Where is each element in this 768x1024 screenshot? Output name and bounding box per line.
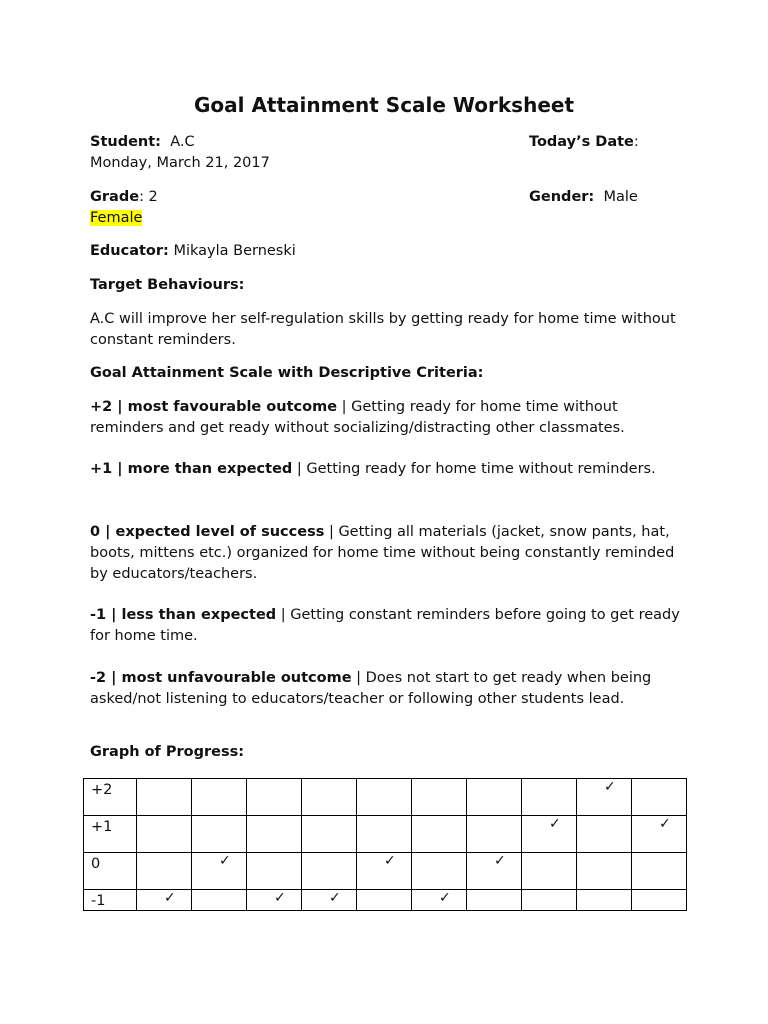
grid-row xyxy=(84,779,687,816)
grid-cell xyxy=(302,853,357,890)
grid-cell xyxy=(247,853,302,890)
grid-cell xyxy=(577,890,632,911)
grid-cell xyxy=(412,779,467,816)
grid-cell xyxy=(522,779,577,816)
grid-cell xyxy=(302,816,357,853)
grid-cell xyxy=(357,779,412,816)
check-icon: ✓ xyxy=(604,779,616,795)
educator-label: Educator: xyxy=(90,243,169,259)
educator-value: Mikayla Berneski xyxy=(173,243,296,259)
grid-cell xyxy=(412,816,467,853)
grid-cell xyxy=(522,890,577,911)
grid-cell xyxy=(357,816,412,853)
target-heading xyxy=(90,275,244,296)
grid-cell xyxy=(577,816,632,853)
grid-cell xyxy=(137,890,192,911)
educator-field xyxy=(90,241,296,262)
grid-cell xyxy=(632,853,687,890)
check-icon: ✓ xyxy=(549,816,561,832)
page-title: Goal Attainment Scale Worksheet xyxy=(193,93,575,117)
grid-cell xyxy=(467,779,522,816)
scale-level-label: -1 | less than expected xyxy=(90,607,277,623)
gender-value: Male xyxy=(603,189,638,205)
date-field xyxy=(529,132,639,153)
check-icon: ✓ xyxy=(329,890,341,906)
scale-level-minus2 xyxy=(90,668,680,710)
grid-cell xyxy=(302,890,357,911)
grade-field xyxy=(90,187,158,208)
grid-cell xyxy=(137,779,192,816)
grid-cell xyxy=(357,890,412,911)
grid-cell xyxy=(522,816,577,853)
scale-heading-text: Goal Attainment Scale with Descriptive Criteria: xyxy=(90,365,484,381)
grade-label: Grade xyxy=(90,189,140,205)
check-icon: ✓ xyxy=(659,816,671,832)
grid-cell xyxy=(247,890,302,911)
scale-level-label: 0 | expected level of success xyxy=(90,524,325,540)
scale-level-minus1 xyxy=(90,605,680,647)
date-label: Today’s Date xyxy=(529,134,634,150)
scale-level-desc: | Getting all materials (jacket, snow pants, hat, boots, mittens etc.) organized for home time without being constantly reminded by educators/teachers. xyxy=(90,524,675,582)
grid-cell xyxy=(467,853,522,890)
grid-cell xyxy=(522,853,577,890)
graph-heading-text: Graph of Progress: xyxy=(90,744,245,760)
progress-grid xyxy=(83,778,687,911)
scale-heading xyxy=(90,363,483,384)
grid-cell xyxy=(357,853,412,890)
grid-row xyxy=(84,890,687,911)
grid-cell xyxy=(192,890,247,911)
date-value: Monday, March 21, 2017 xyxy=(90,155,270,171)
grid-row xyxy=(84,853,687,890)
scale-level-desc: | Getting ready for home time without reminders. xyxy=(292,461,656,477)
grade-value: : 2 xyxy=(139,189,158,205)
highlight-mark: Female xyxy=(90,210,143,226)
grid-cell xyxy=(577,853,632,890)
grid-cell xyxy=(632,816,687,853)
target-heading-text: Target Behaviours: xyxy=(90,277,245,293)
check-icon: ✓ xyxy=(219,853,231,869)
check-icon: ✓ xyxy=(384,853,396,869)
grid-row-label: +1 xyxy=(84,816,137,853)
scale-level-label: +2 | most favourable outcome xyxy=(90,399,338,415)
grid-row-label: +2 xyxy=(84,779,137,816)
grid-cell xyxy=(632,890,687,911)
check-icon: ✓ xyxy=(494,853,506,869)
scale-level-plus1 xyxy=(90,459,680,480)
student-value: A.C xyxy=(170,134,195,150)
grid-cell xyxy=(137,853,192,890)
grid-cell xyxy=(137,816,192,853)
grid-cell xyxy=(192,816,247,853)
gender-highlighted-option xyxy=(90,208,142,229)
gender-field xyxy=(529,187,638,208)
scale-level-plus2 xyxy=(90,397,680,439)
graph-heading xyxy=(90,742,244,763)
gender-label: Gender: xyxy=(529,189,595,205)
grid-row-label: -1 xyxy=(84,890,137,911)
grid-cell xyxy=(467,890,522,911)
grid-cell xyxy=(467,816,522,853)
grid-cell xyxy=(302,779,357,816)
check-icon: ✓ xyxy=(439,890,451,906)
grid-cell xyxy=(247,779,302,816)
check-icon: ✓ xyxy=(274,890,286,906)
grid-cell xyxy=(412,890,467,911)
grid-cell xyxy=(632,779,687,816)
grid-cell xyxy=(577,779,632,816)
date-colon: : xyxy=(633,134,639,150)
scale-level-zero xyxy=(90,522,680,585)
scale-level-desc: | Getting ready for home time without reminders and get ready without socializing/distracting other classmates. xyxy=(90,399,625,436)
scale-level-label: +1 | more than expected xyxy=(90,461,293,477)
grid-cell xyxy=(412,853,467,890)
grid-row-label: 0 xyxy=(84,853,137,890)
target-text: A.C will improve her self-regulation skills by getting ready for home time without constant reminders. xyxy=(90,311,676,348)
scale-level-desc: | Does not start to get ready when being asked/not listening to educators/teacher or following other students lead. xyxy=(90,670,652,707)
grid-row xyxy=(84,816,687,853)
check-icon: ✓ xyxy=(164,890,176,906)
student-label: Student: xyxy=(90,134,161,150)
grid-cell xyxy=(192,779,247,816)
scale-level-desc: | Getting constant reminders before going to get ready for home time. xyxy=(90,607,680,644)
student-field xyxy=(90,132,195,153)
scale-level-label: -2 | most unfavourable outcome xyxy=(90,670,352,686)
grid-cell xyxy=(247,816,302,853)
grid-cell xyxy=(192,853,247,890)
